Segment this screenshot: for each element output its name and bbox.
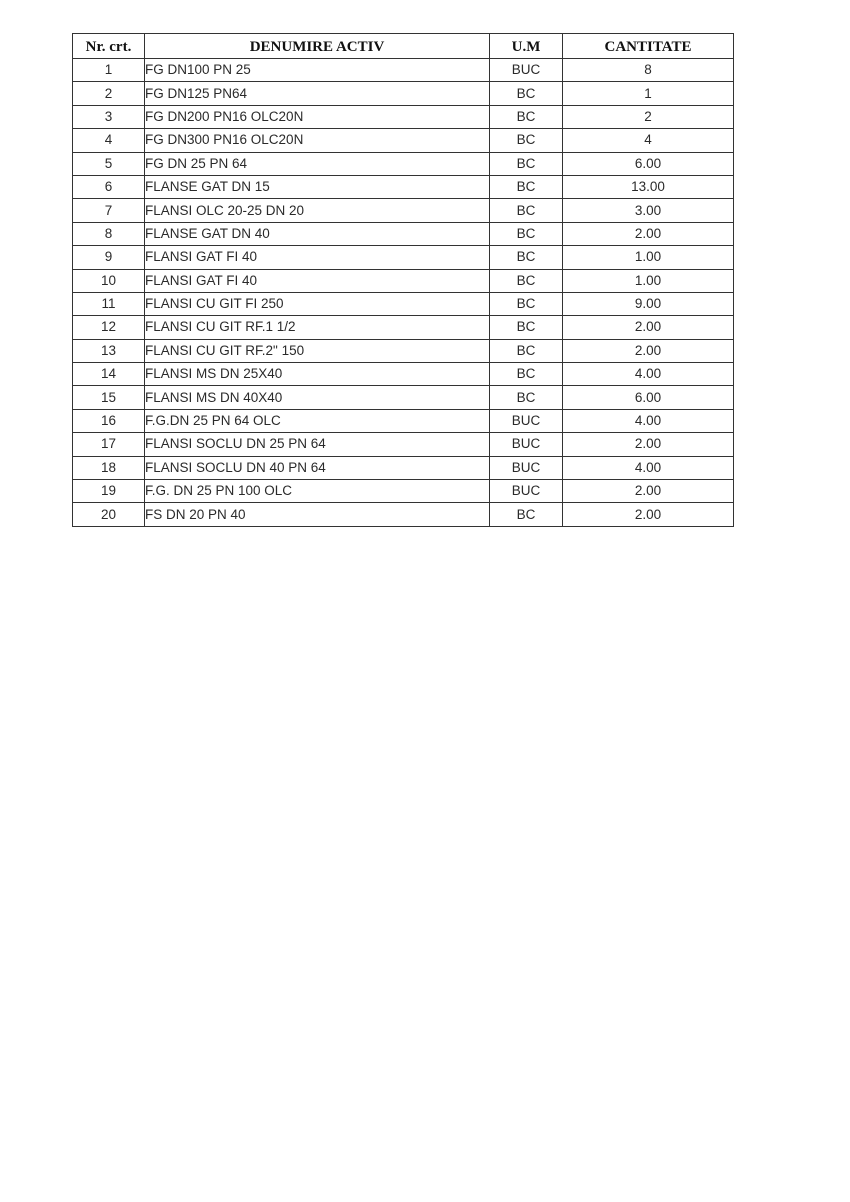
cell-um: BC	[490, 292, 563, 315]
table-row	[73, 339, 734, 362]
cell-name: FLANSI MS DN 25X40	[145, 363, 490, 386]
cell-nr: 19	[73, 480, 145, 503]
table-row	[73, 105, 734, 128]
cell-nr: 5	[73, 152, 145, 175]
cell-um: BC	[490, 175, 563, 198]
table-row	[73, 152, 734, 175]
table-row	[73, 199, 734, 222]
cell-qty: 2.00	[563, 339, 734, 362]
table-row	[73, 59, 734, 82]
cell-um: BC	[490, 269, 563, 292]
cell-um: BC	[490, 82, 563, 105]
cell-nr: 16	[73, 409, 145, 432]
cell-name: FS DN 20 PN 40	[145, 503, 490, 526]
cell-name: FG DN 25 PN 64	[145, 152, 490, 175]
cell-um: BC	[490, 199, 563, 222]
cell-qty: 2.00	[563, 480, 734, 503]
cell-um: BC	[490, 386, 563, 409]
cell-nr: 11	[73, 292, 145, 315]
cell-nr: 18	[73, 456, 145, 479]
cell-name: FLANSI CU GIT FI 250	[145, 292, 490, 315]
cell-name: FG DN125 PN64	[145, 82, 490, 105]
cell-nr: 8	[73, 222, 145, 245]
header-um: U.M	[490, 34, 563, 59]
cell-name: FLANSI SOCLU DN 40 PN 64	[145, 456, 490, 479]
cell-qty: 6.00	[563, 152, 734, 175]
cell-nr: 14	[73, 363, 145, 386]
cell-qty: 4.00	[563, 363, 734, 386]
cell-qty: 4.00	[563, 409, 734, 432]
table-row	[73, 433, 734, 456]
cell-name: FLANSI OLC 20-25 DN 20	[145, 199, 490, 222]
cell-qty: 13.00	[563, 175, 734, 198]
table-row	[73, 129, 734, 152]
cell-qty: 2.00	[563, 433, 734, 456]
cell-um: BC	[490, 246, 563, 269]
cell-nr: 13	[73, 339, 145, 362]
cell-nr: 17	[73, 433, 145, 456]
table-row	[73, 316, 734, 339]
cell-qty: 2.00	[563, 503, 734, 526]
cell-nr: 7	[73, 199, 145, 222]
inventory-table	[72, 33, 734, 527]
header-qty: CANTITATE	[563, 34, 734, 59]
cell-qty: 6.00	[563, 386, 734, 409]
cell-um: BC	[490, 105, 563, 128]
table-row	[73, 269, 734, 292]
table-row	[73, 222, 734, 245]
table-row	[73, 292, 734, 315]
cell-name: FLANSE GAT DN 40	[145, 222, 490, 245]
cell-um: BC	[490, 222, 563, 245]
cell-um: BC	[490, 503, 563, 526]
cell-name: FLANSI CU GIT RF.1 1/2	[145, 316, 490, 339]
table-row	[73, 175, 734, 198]
cell-name: FG DN100 PN 25	[145, 59, 490, 82]
cell-nr: 1	[73, 59, 145, 82]
cell-qty: 2	[563, 105, 734, 128]
cell-name: FG DN300 PN16 OLC20N	[145, 129, 490, 152]
cell-name: FLANSI GAT FI 40	[145, 246, 490, 269]
cell-nr: 3	[73, 105, 145, 128]
cell-nr: 10	[73, 269, 145, 292]
table-row	[73, 409, 734, 432]
table-header-row	[73, 34, 734, 59]
cell-um: BC	[490, 363, 563, 386]
table-body	[73, 59, 734, 527]
table-row	[73, 363, 734, 386]
cell-um: BC	[490, 129, 563, 152]
cell-qty: 8	[563, 59, 734, 82]
table-row	[73, 82, 734, 105]
cell-qty: 3.00	[563, 199, 734, 222]
cell-um: BUC	[490, 59, 563, 82]
cell-qty: 9.00	[563, 292, 734, 315]
cell-qty: 2.00	[563, 316, 734, 339]
cell-qty: 1.00	[563, 269, 734, 292]
cell-qty: 1.00	[563, 246, 734, 269]
header-nr: Nr. crt.	[73, 34, 145, 59]
table-row	[73, 246, 734, 269]
cell-name: F.G. DN 25 PN 100 OLC	[145, 480, 490, 503]
cell-qty: 4.00	[563, 456, 734, 479]
cell-name: FLANSI GAT FI 40	[145, 269, 490, 292]
cell-qty: 4	[563, 129, 734, 152]
table-row	[73, 503, 734, 526]
cell-nr: 4	[73, 129, 145, 152]
cell-name: FLANSE GAT DN 15	[145, 175, 490, 198]
header-name: DENUMIRE ACTIV	[145, 34, 490, 59]
cell-nr: 2	[73, 82, 145, 105]
table-row	[73, 480, 734, 503]
cell-um: BC	[490, 152, 563, 175]
cell-name: FLANSI SOCLU DN 25 PN 64	[145, 433, 490, 456]
cell-um: BC	[490, 316, 563, 339]
cell-qty: 1	[563, 82, 734, 105]
cell-nr: 6	[73, 175, 145, 198]
cell-nr: 12	[73, 316, 145, 339]
table-row	[73, 456, 734, 479]
cell-nr: 9	[73, 246, 145, 269]
cell-um: BUC	[490, 480, 563, 503]
cell-name: F.G.DN 25 PN 64 OLC	[145, 409, 490, 432]
cell-name: FG DN200 PN16 OLC20N	[145, 105, 490, 128]
cell-nr: 15	[73, 386, 145, 409]
cell-um: BUC	[490, 456, 563, 479]
cell-name: FLANSI CU GIT RF.2" 150	[145, 339, 490, 362]
cell-nr: 20	[73, 503, 145, 526]
cell-um: BC	[490, 339, 563, 362]
cell-um: BUC	[490, 433, 563, 456]
cell-name: FLANSI MS DN 40X40	[145, 386, 490, 409]
cell-um: BUC	[490, 409, 563, 432]
cell-qty: 2.00	[563, 222, 734, 245]
table-row	[73, 386, 734, 409]
